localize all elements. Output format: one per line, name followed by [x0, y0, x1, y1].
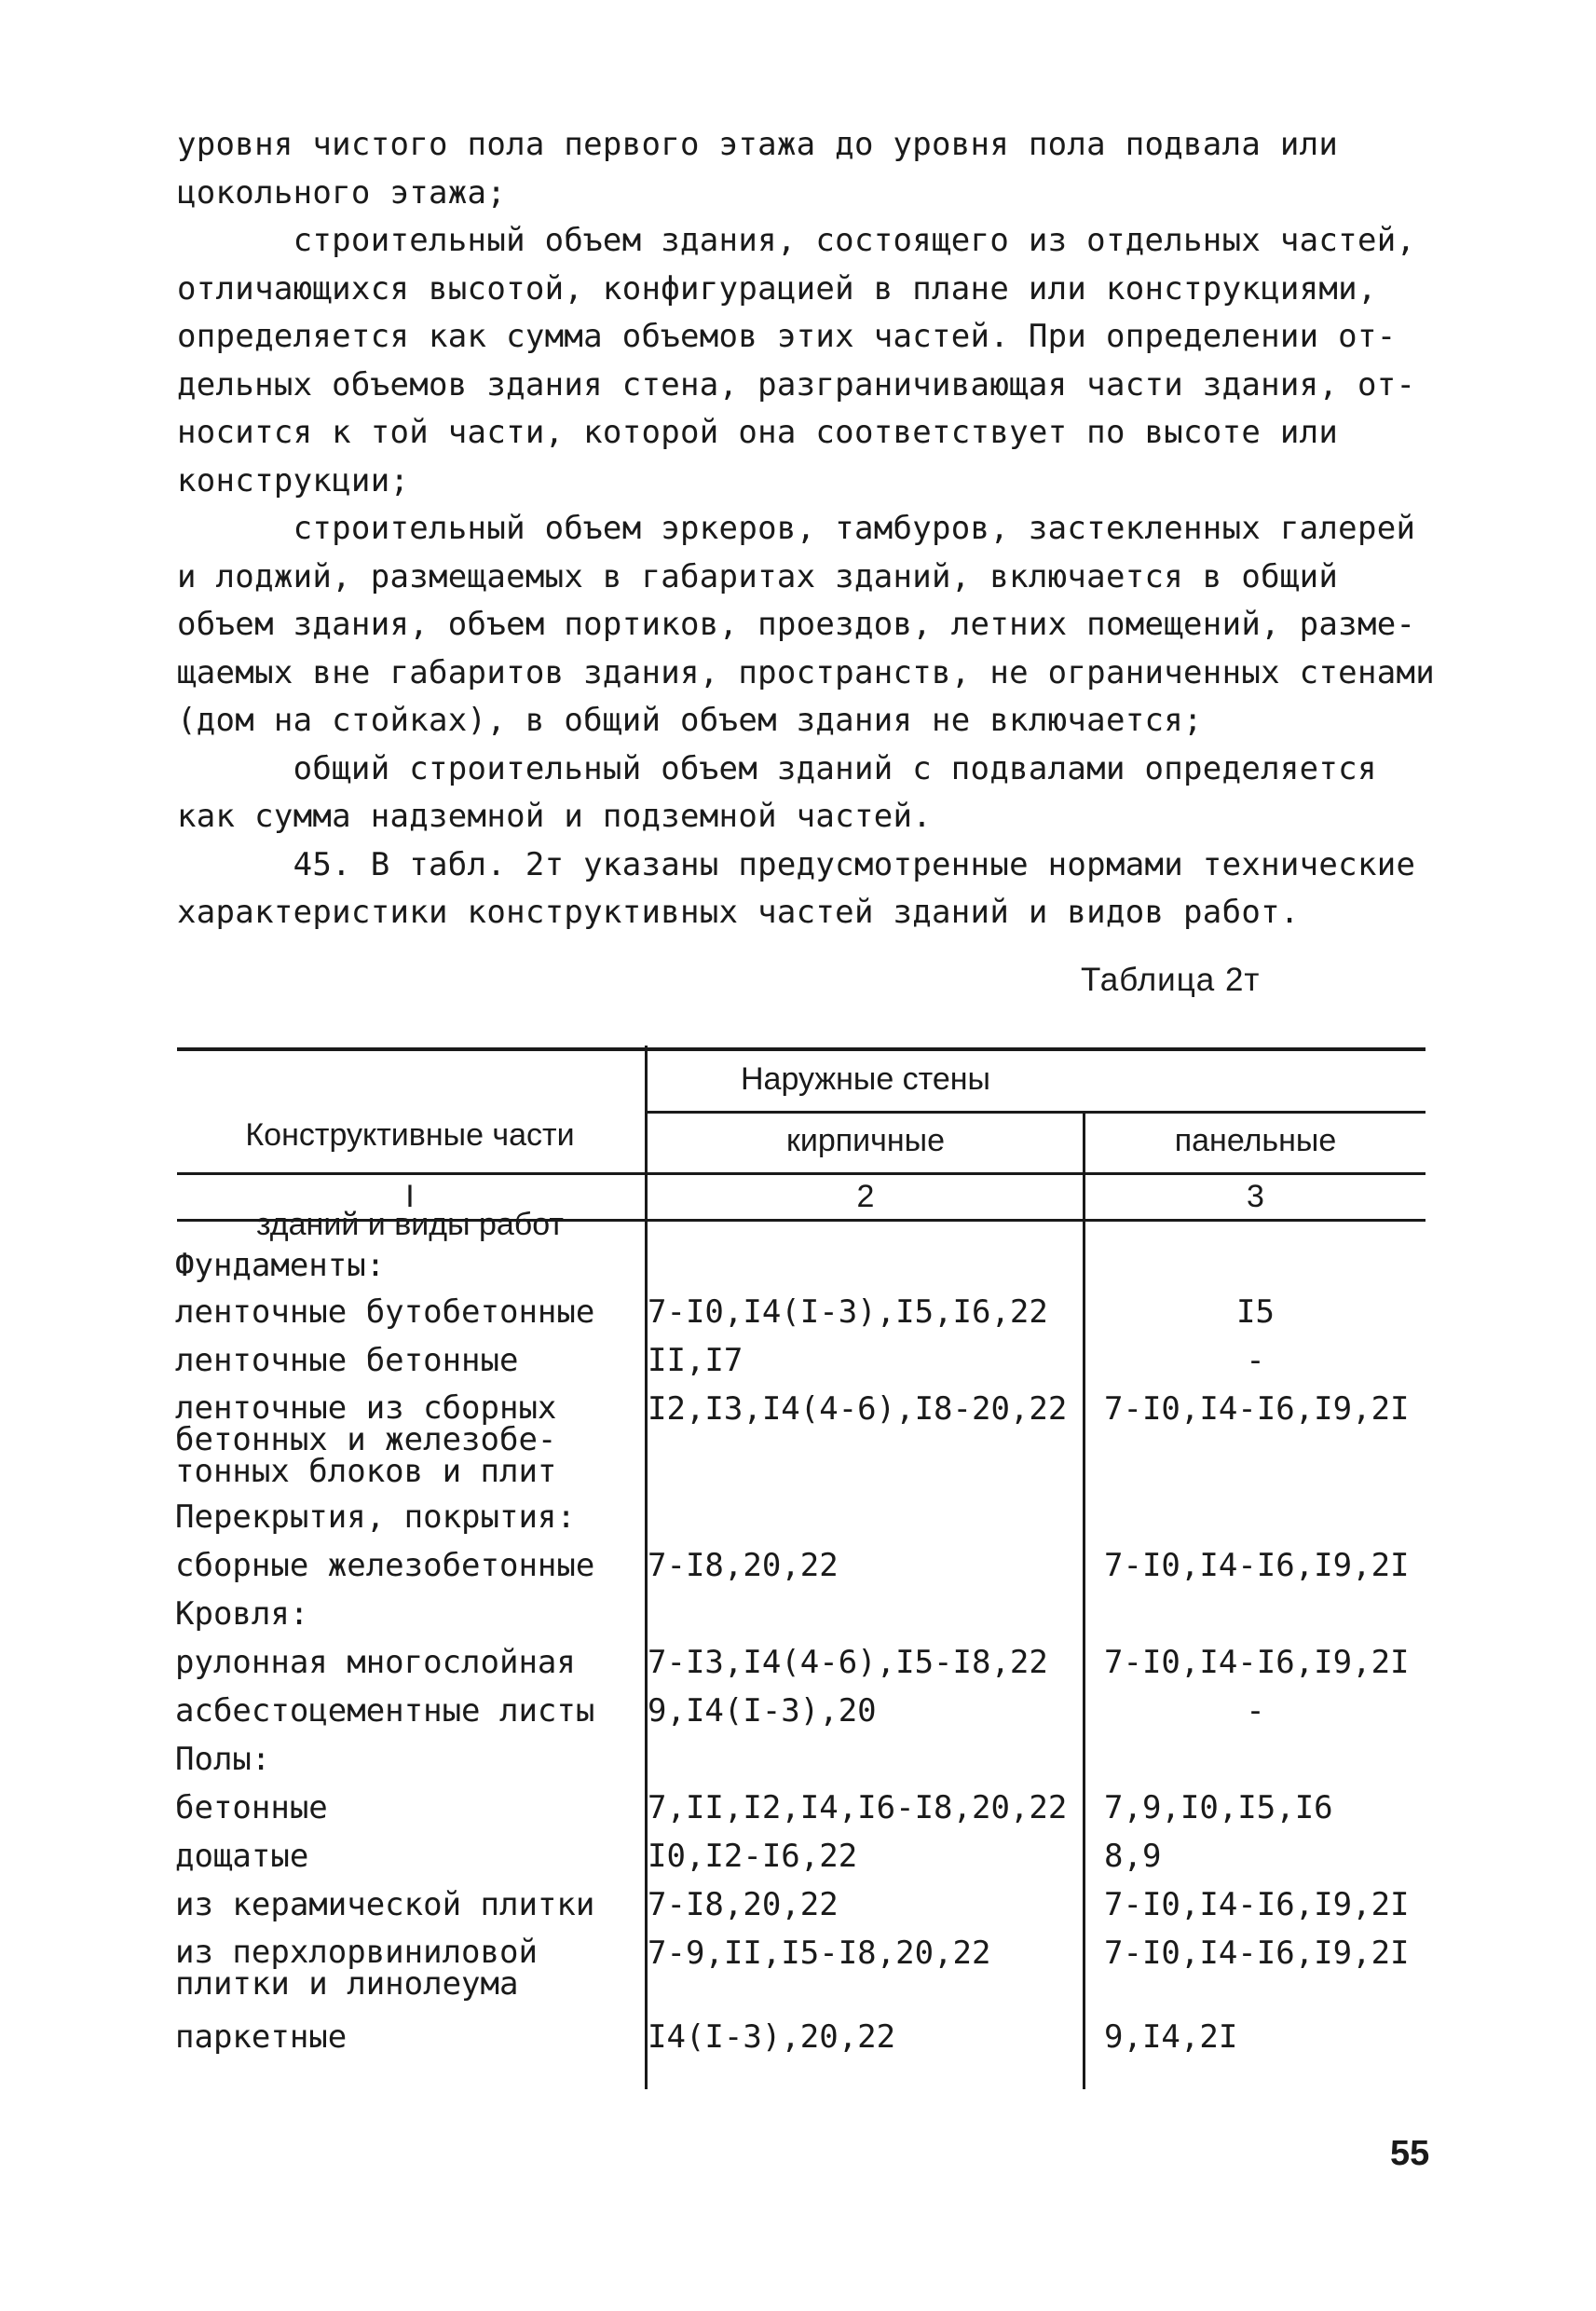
text-line: строительный объем здания, состоящего из отдельных частей,	[177, 222, 1416, 259]
row-name: Фундаменты:	[175, 1247, 386, 1284]
row-col3: 7-I0,I4-I6,I9,2I	[1104, 1390, 1410, 1428]
text-line: объем здания, объем портиков, проездов, летних помещений, разме-	[177, 606, 1416, 643]
row-name: сборные железобетонные	[175, 1547, 595, 1584]
group-header-rule	[647, 1111, 1425, 1114]
row-name: бетонные	[175, 1789, 328, 1826]
col-number: 2	[856, 1179, 875, 1214]
row-col3: I5	[1236, 1293, 1275, 1331]
row-col3: 7-I0,I4-I6,I9,2I	[1104, 1547, 1410, 1584]
text-line: общий строительный объем зданий с подвалами определяется	[177, 749, 1377, 787]
col3-header: панельные	[1174, 1123, 1337, 1158]
row-col2: 7,II,I2,I4,I6-I8,20,22	[648, 1789, 1068, 1826]
col1-header-line: зданий и виды работ	[255, 1207, 565, 1242]
row-col2: 7-I0,I4(I-3),I5,I6,22	[648, 1293, 1048, 1331]
row-col2: 9,I4(I-3),20	[648, 1692, 877, 1730]
table-caption: Таблица 2т	[1081, 962, 1261, 998]
row-name: рулонная многослойная	[175, 1644, 576, 1681]
row-col3: 9,I4,2I	[1104, 2018, 1238, 2056]
text-line: как сумма надземной и подземной частей.	[177, 798, 933, 835]
row-col2: II,I7	[648, 1342, 743, 1379]
col-number: 3	[1247, 1179, 1264, 1214]
col-number: I	[405, 1179, 415, 1214]
text-line: уровня чистого пола первого этажа до уровня пола подвала или	[177, 126, 1339, 163]
text-line: цокольного этажа;	[177, 173, 507, 212]
row-col2: I2,I3,I4(4-6),I8-20,22	[648, 1390, 1068, 1428]
row-name: из перхлорвиниловой плитки и линолеума	[175, 1934, 538, 2003]
row-col2: I0,I2-I6,22	[648, 1838, 858, 1875]
row-col2: 7-I8,20,22	[648, 1547, 839, 1584]
text-line: характеристики конструктивных частей зданий и видов работ.	[177, 894, 1300, 931]
text-line: и лоджий, размещаемых в габаритах зданий, включается в общий	[177, 557, 1339, 595]
row-name: асбестоцементные листы	[175, 1692, 595, 1730]
row-name: дощатые	[175, 1838, 309, 1875]
row-col2: 7-I8,20,22	[648, 1886, 839, 1923]
text-line: конструкции;	[177, 461, 410, 499]
text-line: определяется как сумма объемов этих частей. При определении от-	[177, 318, 1397, 355]
text-line: дельных объемов здания стена, разграничивающая части здания, от-	[177, 365, 1416, 403]
row-name: ленточные бутобетонные	[175, 1293, 595, 1331]
page-number: 55	[1390, 2134, 1430, 2173]
row-col2: 7-9,II,I5-I8,20,22	[648, 1935, 991, 1972]
col1-header-line: Конструктивные части	[245, 1117, 575, 1153]
text-line: носится к той части, которой она соответствует по высоте или	[177, 414, 1339, 451]
row-col2: 7-I3,I4(4-6),I5-I8,22	[648, 1644, 1048, 1681]
row-col3: 8,9	[1104, 1838, 1162, 1875]
row-col3: 7,9,I0,I5,I6	[1104, 1789, 1333, 1826]
row-col3: 7-I0,I4-I6,I9,2I	[1104, 1644, 1410, 1681]
text-line: отличающихся высотой, конфигурацией в плане или конструкциями,	[177, 269, 1377, 308]
row-name: из керамической плитки	[175, 1886, 595, 1923]
row-name: паркетные	[175, 2018, 348, 2056]
body-text	[177, 121, 1444, 937]
row-col3: 7-I0,I4-I6,I9,2I	[1104, 1886, 1410, 1923]
text-line: строительный объем эркеров, тамбуров, застекленных галерей	[177, 510, 1416, 547]
row-name: Перекрытия, покрытия:	[175, 1498, 576, 1536]
col2-header: кирпичные	[785, 1123, 946, 1158]
row-col3: -	[1246, 1692, 1265, 1730]
row-name: Полы:	[175, 1741, 271, 1778]
text-line: 45. В табл. 2т указаны предусмотренные нормами технические	[177, 845, 1416, 883]
text-line: щаемых вне габаритов здания, пространств, не ограниченных стенами	[177, 653, 1436, 691]
row-col3: -	[1246, 1342, 1265, 1379]
row-col2: I4(I-3),20,22	[648, 2018, 896, 2056]
column-divider-2	[1083, 1113, 1085, 2089]
text-line: (дом на стойках), в общий объем здания не включается;	[177, 702, 1203, 739]
row-col3: 7-I0,I4-I6,I9,2I	[1104, 1935, 1410, 1972]
row-name: ленточные из сборных бетонных и железобе- тонных блоков и плит	[175, 1389, 557, 1490]
row-name: ленточные бетонные	[175, 1342, 519, 1379]
row-name: Кровля:	[175, 1595, 309, 1633]
table-top-rule	[177, 1047, 1425, 1051]
group-header: Наружные стены	[741, 1061, 990, 1097]
